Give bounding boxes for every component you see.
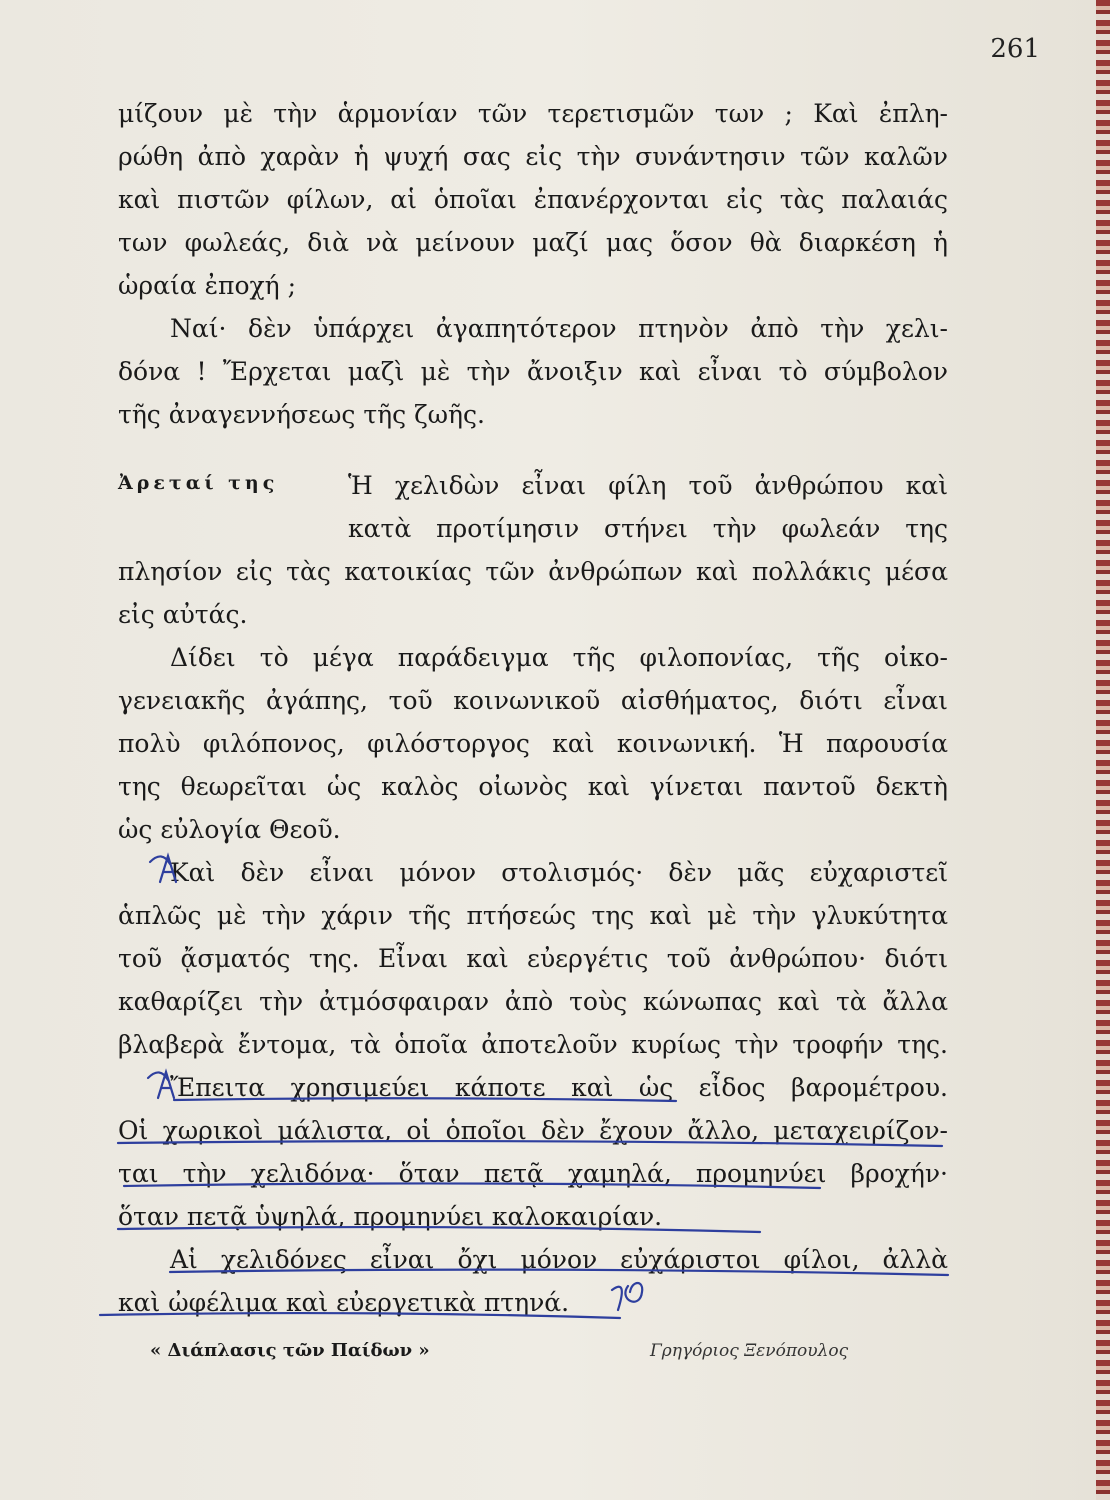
text-line: δόνα ! Ἔρχεται μαζὶ μὲ τὴν ἄνοιξιν καὶ εἶναι τὸ σύμβολον xyxy=(118,357,948,386)
text-line: ἁπλῶς μὲ τὴν χάριν τῆς πτήσεώς της καὶ μὲ τὴν γλυκύτητα xyxy=(118,901,948,930)
text-line: καὶ πιστῶν φίλων, αἱ ὁποῖαι ἐπανέρχονται εἰς τὰς παλαιάς xyxy=(118,185,948,214)
text-line: μίζουν μὲ τὴν ἁρμονίαν τῶν τερετισμῶν των ; Καὶ ἐπλη- xyxy=(118,99,948,128)
text-line: Καὶ δὲν εἶναι μόνον στολισμός· δὲν μᾶς εὐχαριστεῖ xyxy=(170,858,948,887)
text-line: κατὰ προτίμησιν στήνει τὴν φωλεάν της xyxy=(348,514,948,543)
text-line: ρώθη ἀπὸ χαρὰν ἡ ψυχή σας εἰς τὴν συνάντησιν τῶν καλῶν xyxy=(118,142,948,171)
margin-heading: Ἀρεταί της xyxy=(118,472,279,494)
text-line: Αἱ χελιδόνες εἶναι ὄχι μόνον εὐχάριστοι φίλοι, ἀλλὰ xyxy=(170,1245,948,1274)
text-line: πλησίον εἰς τὰς κατοικίας τῶν ἀνθρώπων καὶ πολλάκις μέσα xyxy=(118,557,948,586)
text-line: Δίδει τὸ μέγα παράδειγμα τῆς φιλοπονίας, τῆς οἰκο- xyxy=(170,643,948,672)
text-line: Ἔπειτα χρησιμεύει κάποτε καὶ ὡς εἶδος βαρομέτρου. xyxy=(170,1073,948,1102)
page-edge xyxy=(1096,0,1110,1500)
text-line: βλαβερὰ ἔντομα, τὰ ὁποῖα ἀποτελοῦν κυρίως τὴν τροφήν της. xyxy=(118,1030,948,1059)
text-line: ὅταν πετᾷ ὑψηλά, προμηνύει καλοκαιρίαν. xyxy=(118,1202,663,1231)
text-line: πολὺ φιλόπονος, φιλόστοργος καὶ κοινωνική. Ἡ παρουσία xyxy=(118,729,948,758)
text-line: τοῦ ᾄσματός της. Εἶναι καὶ εὐεργέτις τοῦ ἀνθρώπου· διότι xyxy=(118,944,948,973)
text-line: γενειακῆς ἀγάπης, τοῦ κοινωνικοῦ αἰσθήματος, διότι εἶναι xyxy=(118,686,948,715)
author-credit: Γρηγόριος Ξενόπουλος xyxy=(650,1341,849,1361)
source-credit: « Διάπλασις τῶν Παίδων » xyxy=(150,1340,430,1361)
text-line: ὡς εὐλογία Θεοῦ. xyxy=(118,815,341,844)
text-line: εἰς αὐτάς. xyxy=(118,600,248,629)
page-number: 261 xyxy=(990,34,1040,64)
text-line: καὶ ὠφέλιμα καὶ εὐεργετικὰ πτηνά. xyxy=(118,1288,570,1317)
text-line: καθαρίζει τὴν ἀτμόσφαιραν ἀπὸ τοὺς κώνωπας καὶ τὰ ἄλλα xyxy=(118,987,948,1016)
text-line: ὡραία ἐποχή ; xyxy=(118,271,296,300)
text-line: Ναί· δὲν ὑπάρχει ἀγαπητότερον πτηνὸν ἀπὸ τὴν χελι- xyxy=(170,314,948,343)
text-line: Οἱ χωρικοὶ μάλιστα, οἱ ὁποῖοι δὲν ἔχουν ἄλλο, μεταχειρίζον- xyxy=(118,1116,948,1145)
text-line: Ἡ χελιδὼν εἶναι φίλη τοῦ ἀνθρώπου καὶ xyxy=(348,471,948,500)
text-line: ται τὴν χελιδόνα· ὅταν πετᾷ χαμηλά, προμηνύει βροχήν· xyxy=(118,1159,948,1188)
text-line: τῆς ἀναγεννήσεως τῆς ζωῆς. xyxy=(118,400,485,429)
text-line: της θεωρεῖται ὡς καλὸς οἰωνὸς καὶ γίνεται παντοῦ δεκτὴ xyxy=(118,772,948,801)
text-line: των φωλεάς, διὰ νὰ μείνουν μαζί μας ὅσον θὰ διαρκέση ἡ xyxy=(118,228,948,257)
